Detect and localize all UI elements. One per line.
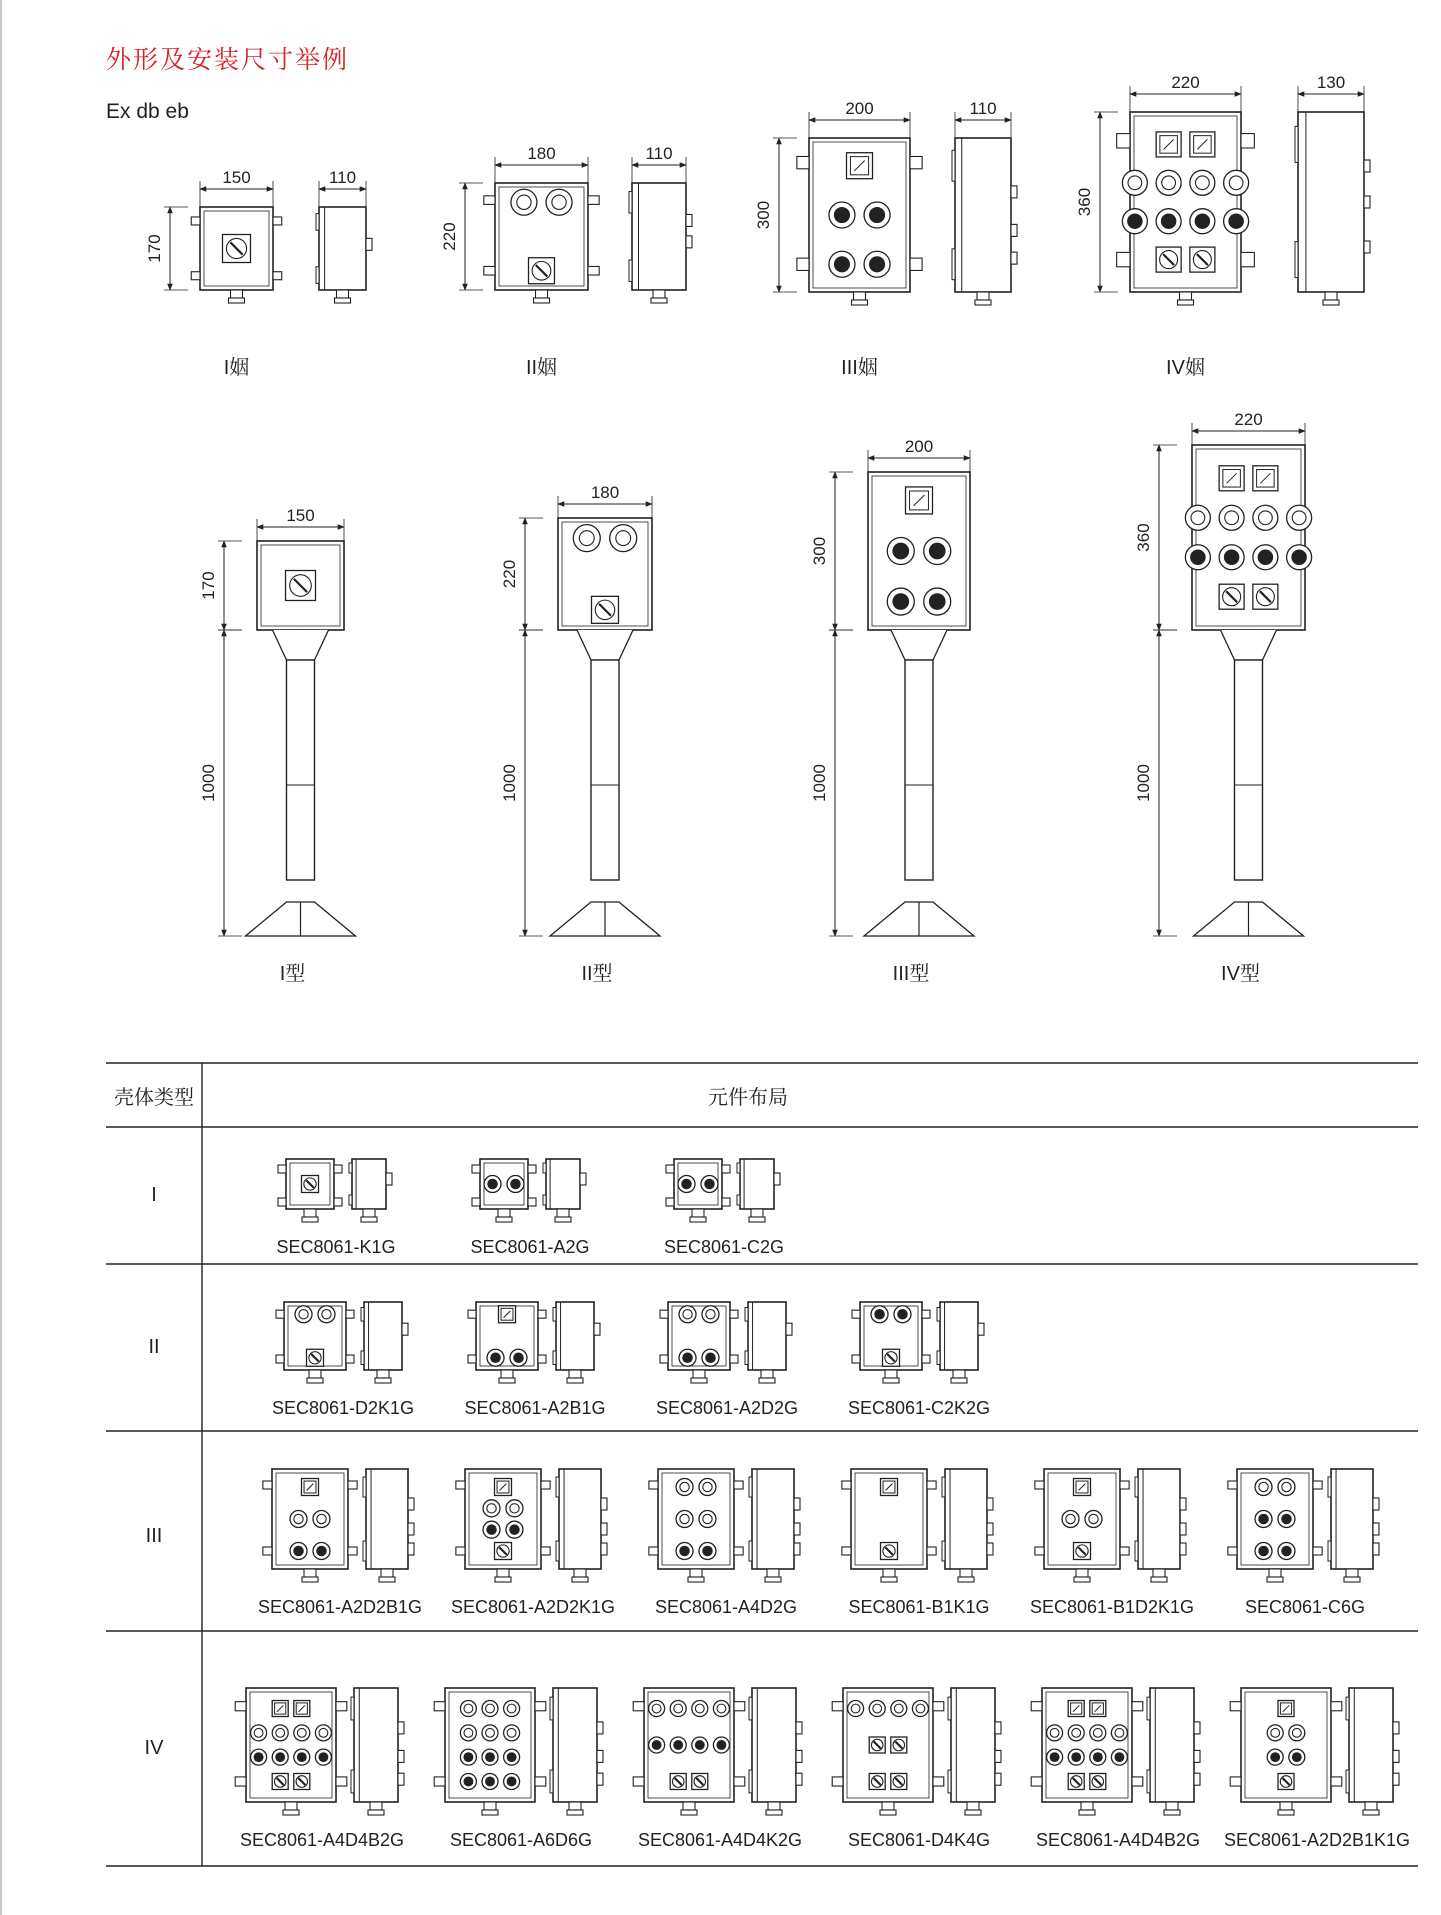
enclosure-type-label: III: [145, 1525, 163, 1547]
column-header-type: 壳体类型: [114, 1087, 194, 1109]
stand-enclosure-2: [500, 483, 660, 985]
wall-enclosure-1: [145, 168, 372, 379]
layout-item: [1031, 1688, 1200, 1850]
model-code-label: SEC8061-A2G: [470, 1237, 590, 1257]
enclosure-side: [546, 1159, 580, 1209]
stand-enclosure-3: [810, 437, 974, 985]
dimension-label: 200: [845, 99, 874, 118]
cable-gland: [690, 1569, 702, 1577]
enclosure-side: [748, 1302, 786, 1370]
model-code-label: SEC8061-B1D2K1G: [1029, 1597, 1195, 1617]
cable-gland: [1076, 1569, 1088, 1577]
layout-item: [434, 1688, 603, 1850]
enclosure-side: [352, 1159, 386, 1209]
table-row-III: [146, 1469, 1379, 1617]
cable-gland: [304, 1569, 316, 1577]
layout-item: [272, 1302, 414, 1418]
table-row-II: [148, 1302, 990, 1418]
stand-enclosure-4: [1134, 410, 1312, 985]
enclosure-side: [1298, 112, 1364, 292]
layout-item: [832, 1688, 1001, 1850]
layout-item: [470, 1159, 589, 1257]
layout-item: [276, 1159, 395, 1257]
model-code-label: SEC8061-C2G: [663, 1237, 785, 1257]
model-code-label: SEC8061-A2D2B1K1G: [1223, 1830, 1411, 1850]
wall-enclosure-3: [754, 99, 1017, 379]
stand-bracket: [273, 630, 329, 660]
cable-gland: [484, 1802, 496, 1810]
model-code-label: SEC8061-A4D4B2G: [1035, 1830, 1201, 1850]
enclosure-side: [945, 1469, 987, 1569]
dimension-label: 150: [222, 168, 251, 187]
enclosure-side: [955, 138, 1011, 292]
enclosure-side: [556, 1302, 594, 1370]
enclosure-side: [354, 1688, 398, 1802]
layout-item: [1030, 1469, 1194, 1617]
stand-enclosure-caption: I型: [279, 963, 306, 985]
stand-post: [287, 660, 315, 880]
dimension-label: 170: [199, 571, 218, 600]
cable-gland: [883, 1569, 895, 1577]
wall-enclosure-caption: IV姻: [1166, 357, 1205, 379]
wall-enclosure-4: [1075, 73, 1370, 379]
dimension-label: 150: [286, 506, 315, 525]
layout-item: [656, 1302, 798, 1418]
dimension-label: 220: [440, 222, 459, 251]
dimension-label: 220: [500, 559, 519, 589]
stand-post: [591, 660, 619, 880]
enclosure-side: [364, 1302, 402, 1370]
layout-item: [235, 1688, 404, 1850]
layout-item: [848, 1302, 990, 1418]
stand-bracket: [891, 630, 947, 660]
model-code-label: SEC8061-A4D2G: [654, 1597, 798, 1617]
enclosure-side: [1138, 1469, 1180, 1569]
enclosure-side: [752, 1469, 794, 1569]
cable-gland: [885, 1370, 897, 1378]
model-code-label: SEC8061-A2D2B1G: [257, 1597, 423, 1617]
dimension-label: 110: [328, 168, 357, 187]
enclosure-side: [1349, 1688, 1393, 1802]
enclosure-type-label: II: [148, 1336, 160, 1358]
dimension-label: 220: [1171, 73, 1200, 92]
model-code-label: SEC8061-C2K2G: [847, 1398, 991, 1418]
layout-item: [1228, 1469, 1379, 1617]
cable-gland: [1269, 1569, 1281, 1577]
dimension-label: 200: [904, 437, 934, 456]
cable-gland: [692, 1209, 704, 1217]
enclosure-side: [319, 207, 366, 290]
page-title: 外形及安装尺寸举例: [106, 46, 350, 74]
dimension-label: 130: [1316, 73, 1346, 92]
stand-enclosure-1: [199, 506, 356, 985]
model-code-label: SEC8061-A2D2G: [655, 1398, 799, 1418]
model-code-label: SEC8061-A2D2K1G: [450, 1597, 616, 1617]
layout-item: [464, 1302, 605, 1418]
stand-post: [905, 660, 933, 880]
cable-gland: [309, 1370, 321, 1378]
dimension-label: 1000: [199, 764, 218, 802]
stand-enclosure-caption: III型: [892, 963, 930, 985]
dimension-label: 220: [1234, 410, 1263, 429]
model-code-label: SEC8061-C6G: [1244, 1597, 1366, 1617]
cable-gland: [501, 1370, 513, 1378]
column-header-layout: 元件布局: [708, 1087, 788, 1109]
cable-gland: [854, 292, 866, 300]
cable-gland: [1081, 1802, 1093, 1810]
layout-item: [649, 1469, 800, 1617]
cable-gland: [536, 290, 548, 298]
dimension-label: 360: [1075, 187, 1094, 217]
enclosure-side: [632, 183, 686, 290]
dimension-label: 1000: [1134, 764, 1153, 802]
enclosure-type-label: I: [151, 1184, 157, 1206]
stand-enclosure-caption: IV型: [1221, 963, 1260, 985]
dimension-label: 1000: [500, 764, 519, 802]
enclosure-side: [553, 1688, 597, 1802]
dimension-label: 180: [527, 144, 556, 163]
enclosure-side: [366, 1469, 408, 1569]
cable-gland: [683, 1802, 695, 1810]
model-code-label: SEC8061-B1K1G: [848, 1597, 990, 1617]
layout-item: [664, 1159, 784, 1257]
wall-enclosure-caption: I姻: [223, 357, 250, 379]
model-code-label: SEC8061-D4K4G: [847, 1830, 991, 1850]
model-code-label: SEC8061-A4D4K2G: [637, 1830, 803, 1850]
cable-gland: [1280, 1802, 1292, 1810]
cable-gland: [231, 290, 243, 298]
stand-bracket: [577, 630, 633, 660]
model-code-label: SEC8061-D2K1G: [271, 1398, 415, 1418]
enclosure-side: [559, 1469, 601, 1569]
dimension-label: 1000: [810, 764, 829, 802]
model-code-label: SEC8061-K1G: [276, 1237, 396, 1257]
wall-enclosure-caption: II姻: [525, 357, 558, 379]
enclosure-side: [1150, 1688, 1194, 1802]
dimension-label: 360: [1134, 523, 1153, 552]
stand-enclosure-caption: II型: [581, 963, 613, 985]
enclosure-type-label: IV: [144, 1737, 164, 1759]
table-row-IV: [145, 1688, 1411, 1850]
layout-item: [633, 1688, 802, 1850]
enclosure-side: [1331, 1469, 1373, 1569]
model-code-label: SEC8061-A2B1G: [464, 1398, 606, 1418]
cable-gland: [693, 1370, 705, 1378]
component-layout-table: [106, 1063, 1418, 1866]
model-code-label: SEC8061-A4D4B2G: [239, 1830, 405, 1850]
enclosure-side: [752, 1688, 796, 1802]
layout-item: [1224, 1688, 1410, 1850]
stand-post: [1235, 660, 1263, 880]
cable-gland: [304, 1209, 316, 1217]
dimension-label: 300: [810, 536, 829, 566]
dimension-label: 180: [590, 483, 620, 502]
protection-standard: Ex db eb: [106, 100, 189, 123]
layout-item: [258, 1469, 422, 1617]
model-code-label: SEC8061-A6D6G: [449, 1830, 593, 1850]
dimension-label: 110: [645, 144, 673, 163]
dimension-label: 110: [969, 99, 997, 118]
cable-gland: [285, 1802, 297, 1810]
table-row-I: [151, 1159, 784, 1257]
dimension-label: 300: [754, 200, 773, 230]
cable-gland: [498, 1209, 510, 1217]
wall-enclosure-2: [440, 144, 692, 379]
wall-enclosure-caption: III姻: [841, 357, 878, 379]
cable-gland: [497, 1569, 509, 1577]
enclosure-side: [951, 1688, 995, 1802]
dimension-label: 170: [145, 234, 164, 263]
enclosure-side: [940, 1302, 978, 1370]
cable-gland: [882, 1802, 894, 1810]
stand-bracket: [1221, 630, 1277, 660]
layout-item: [451, 1469, 615, 1617]
enclosure-side: [740, 1159, 774, 1209]
layout-item: [842, 1469, 993, 1617]
cable-gland: [1180, 292, 1192, 300]
